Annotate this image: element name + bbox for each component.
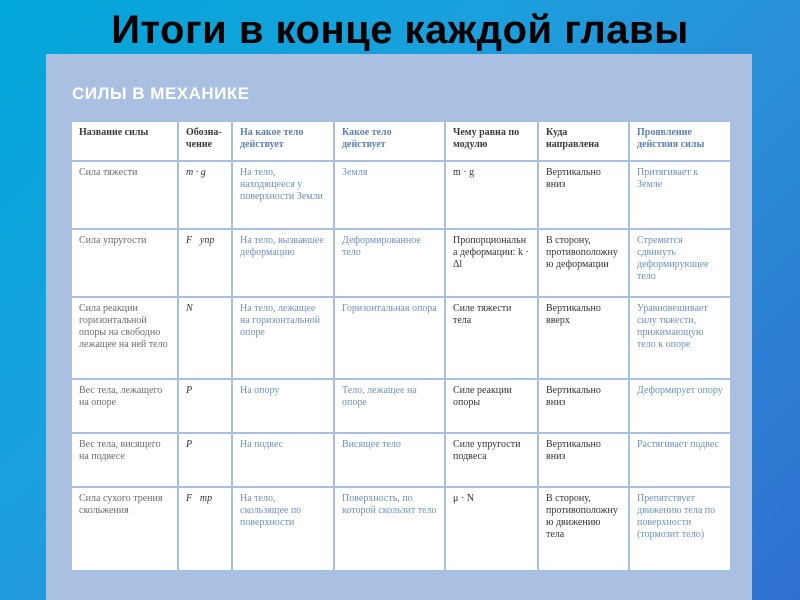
cell-direction: Вертикально вниз bbox=[538, 379, 629, 433]
cell-force-name: Сила сухого трения скольжения bbox=[71, 487, 178, 571]
cell-acts-on: На опору bbox=[232, 379, 334, 433]
header-force-name: Название силы bbox=[71, 121, 178, 161]
cell-manifestation: Стремится сдвинуть деформирующее тело bbox=[629, 229, 731, 297]
cell-acting-body: Деформированное тело bbox=[334, 229, 445, 297]
slide-title: Итоги в конце каждой главы bbox=[111, 8, 689, 52]
cell-force-name: Вес тела, лежащего на опоре bbox=[71, 379, 178, 433]
table-header-row bbox=[71, 121, 731, 161]
cell-symbol: N⃗ bbox=[178, 297, 232, 379]
header-direction: Куда направлена bbox=[538, 121, 629, 161]
header-symbol: Обозна-чение bbox=[178, 121, 232, 161]
cell-direction: В сторону, противоположную деформации bbox=[538, 229, 629, 297]
cell-magnitude: μ · N bbox=[445, 487, 538, 571]
header-magnitude: Чему равна по модулю bbox=[445, 121, 538, 161]
cell-magnitude: Силе упругости подвеса bbox=[445, 433, 538, 487]
panel-title: СИЛЫ В МЕХАНИКЕ bbox=[72, 84, 250, 103]
forces-table bbox=[70, 120, 732, 572]
cell-force-name: Сила реакции горизонтальной опоры на свободно лежащее на ней тело bbox=[71, 297, 178, 379]
cell-acting-body: Поверхность, по которой скользит тело bbox=[334, 487, 445, 571]
cell-magnitude: Пропорциональна деформации: k · Δl bbox=[445, 229, 538, 297]
cell-direction: Вертикально вниз bbox=[538, 161, 629, 229]
cell-manifestation: Притягивает к Земле bbox=[629, 161, 731, 229]
cell-symbol: F⃗упр bbox=[178, 229, 232, 297]
table-row bbox=[71, 433, 731, 487]
cell-acting-body: Тело, лежащее на опоре bbox=[334, 379, 445, 433]
cell-symbol: m · g bbox=[178, 161, 232, 229]
forces-panel bbox=[46, 54, 752, 600]
table-row bbox=[71, 229, 731, 297]
cell-symbol: P⃗ bbox=[178, 379, 232, 433]
cell-acting-body: Горизонтальная опора bbox=[334, 297, 445, 379]
cell-magnitude: Силе тяжести тела bbox=[445, 297, 538, 379]
cell-magnitude: m · g bbox=[445, 161, 538, 229]
cell-symbol: P⃗ bbox=[178, 433, 232, 487]
cell-magnitude: Силе реакции опоры bbox=[445, 379, 538, 433]
cell-acting-body: Земля bbox=[334, 161, 445, 229]
header-acting-body: Какое тело действует bbox=[334, 121, 445, 161]
cell-manifestation: Препятствует движению тела по поверхности (тормозит тело) bbox=[629, 487, 731, 571]
cell-force-name: Сила упругости bbox=[71, 229, 178, 297]
table-row bbox=[71, 297, 731, 379]
cell-acts-on: На тело, находящееся у поверхности Земли bbox=[232, 161, 334, 229]
cell-acts-on: На тело, лежащее на горизонтальной опоре bbox=[232, 297, 334, 379]
cell-force-name: Сила тяжести bbox=[71, 161, 178, 229]
cell-symbol: F⃗тр bbox=[178, 487, 232, 571]
header-manifestation: Проявление действия силы bbox=[629, 121, 731, 161]
cell-acting-body: Висящее тело bbox=[334, 433, 445, 487]
cell-manifestation: Уравновешивает силу тяжести, прижимающую тело к опоре bbox=[629, 297, 731, 379]
table-row bbox=[71, 487, 731, 571]
table-row bbox=[71, 161, 731, 229]
cell-force-name: Вес тела, висящего на подвесе bbox=[71, 433, 178, 487]
cell-acts-on: На подвес bbox=[232, 433, 334, 487]
cell-manifestation: Деформирует опору bbox=[629, 379, 731, 433]
cell-direction: В сторону, противоположную движению тела bbox=[538, 487, 629, 571]
cell-manifestation: Растягивает подвес bbox=[629, 433, 731, 487]
cell-acts-on: На тело, скользящее по поверхности bbox=[232, 487, 334, 571]
cell-acts-on: На тело, вызвавшее деформацию bbox=[232, 229, 334, 297]
header-acts-on: На какое тело действует bbox=[232, 121, 334, 161]
cell-direction: Вертикально вниз bbox=[538, 433, 629, 487]
table-row bbox=[71, 379, 731, 433]
cell-direction: Вертикально вверх bbox=[538, 297, 629, 379]
